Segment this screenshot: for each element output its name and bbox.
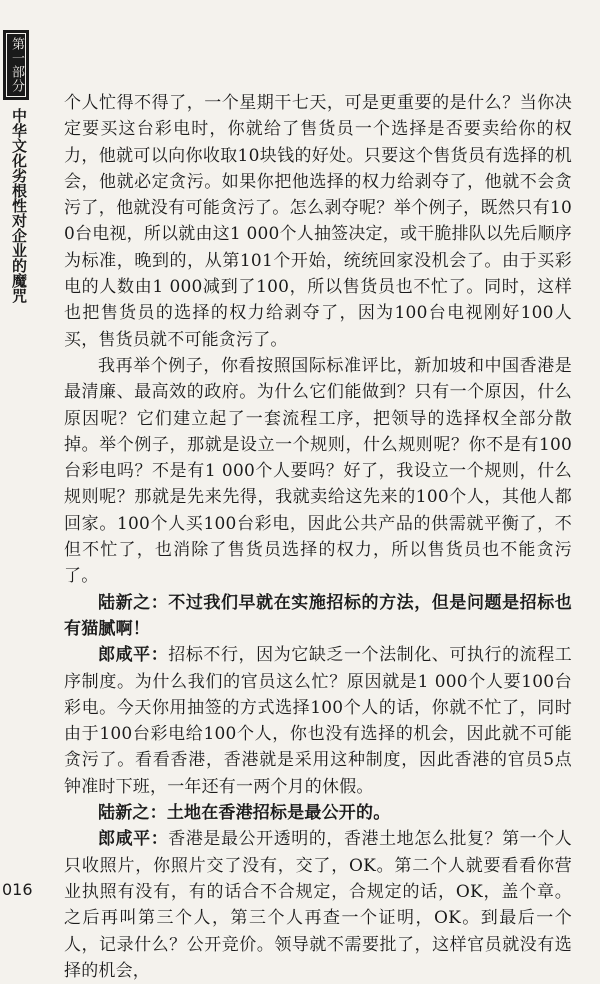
part-label-box	[3, 30, 29, 100]
speaker-name: 郎咸平：	[98, 829, 169, 850]
paragraph-text: 个人忙得不得了，一个星期干七天，可是更重要的是什么？当你决定要买这台彩电时，你就给了售货员一个选择是否要卖给你的权力，他就可以向你收取10块钱的好处。只要这个售货员有选择的机会，他就必定贪污。如果你把他选择的权力给剥夺了，他就不会贪污了，他就没有可能贪污了。怎么剥夺呢？举个例子，既然只有100台电视，所以就由这1 000个人抽签决定，或干脆排队以先后顺序为标准，晚到的，从第101个开始，统统回家没机会了。由于买彩电的人数由1 000减到了100，所以售货员也不忙了。同时，这样也把售货员的选择的权力给剥夺了，因为100台电视刚好100人买，售货员就不可能贪污了。	[64, 93, 572, 350]
dialogue-text: 招标不行，因为它缺乏一个法制化、可执行的流程工序制度。为什么我们的官员这么忙？原因就是1 000个人要100台彩电。今天你用抽签的方式选择100个人的话，你就不忙了，同时由于100台彩电给100个人，你也没有选择的机会，因此就不可能贪污了。看看香港，香港就是采用这种制度，因此香港的官员5点钟准时下班，一年还有一两个月的休假。	[64, 645, 572, 797]
book-title: 中华文化劣根性对企业的魔咒	[10, 108, 28, 303]
dialogue-text: 香港是最公开透明的，香港土地怎么批复？第一个人只收照片，你照片交了没有，交了，OK。第二个人就要看看你营业执照有没有，有的话合不合规定，合规定的话，OK，盖个章。之后再叫第三个人，第三个人再查一个证明，OK。到最后一个人，记录什么？公开竞价。领导就不需要批了，这样官员就没有选择的机会，	[64, 829, 572, 981]
page-number: 016	[2, 880, 33, 899]
dialogue-lang-2	[64, 826, 572, 984]
speaker-name: 陆新之：	[98, 592, 169, 613]
paragraph-1	[64, 90, 572, 353]
dialogue-lang-1	[64, 642, 572, 800]
paragraph-2	[64, 353, 572, 590]
speaker-name: 郎咸平：	[98, 645, 169, 666]
main-text	[64, 90, 572, 984]
speaker-name: 陆新之：	[98, 803, 167, 824]
dialogue-lu-1	[64, 590, 572, 643]
sidebar	[0, 30, 32, 360]
dialogue-lu-2	[64, 800, 572, 826]
part-label: 第一部分	[6, 33, 26, 97]
dialogue-text: 土地在香港招标是最公开的。	[166, 803, 391, 824]
dialogue-text: 不过我们早就在实施招标的方法，但是问题是招标也有猫腻啊！	[64, 592, 572, 639]
paragraph-text: 我再举个例子，你看按照国际标准评比，新加坡和中国香港是最清廉、最高效的政府。为什么它们能做到？只有一个原因，什么原因呢？它们建立起了一套流程工序，把领导的选择权全部分散掉。举个例子，那就是设立一个规则，什么规则呢？你不是有100台彩电吗？不是有1 000个人要吗？好了，我设立一个规则，什么规则呢？那就是先来先得，我就卖给这先来的100个人，其他人都回家。100个人买100台彩电，因此公共产品的供需就平衡了，不但不忙了，也消除了售货员选择的权力，所以售货员也不能贪污了。	[64, 355, 572, 587]
